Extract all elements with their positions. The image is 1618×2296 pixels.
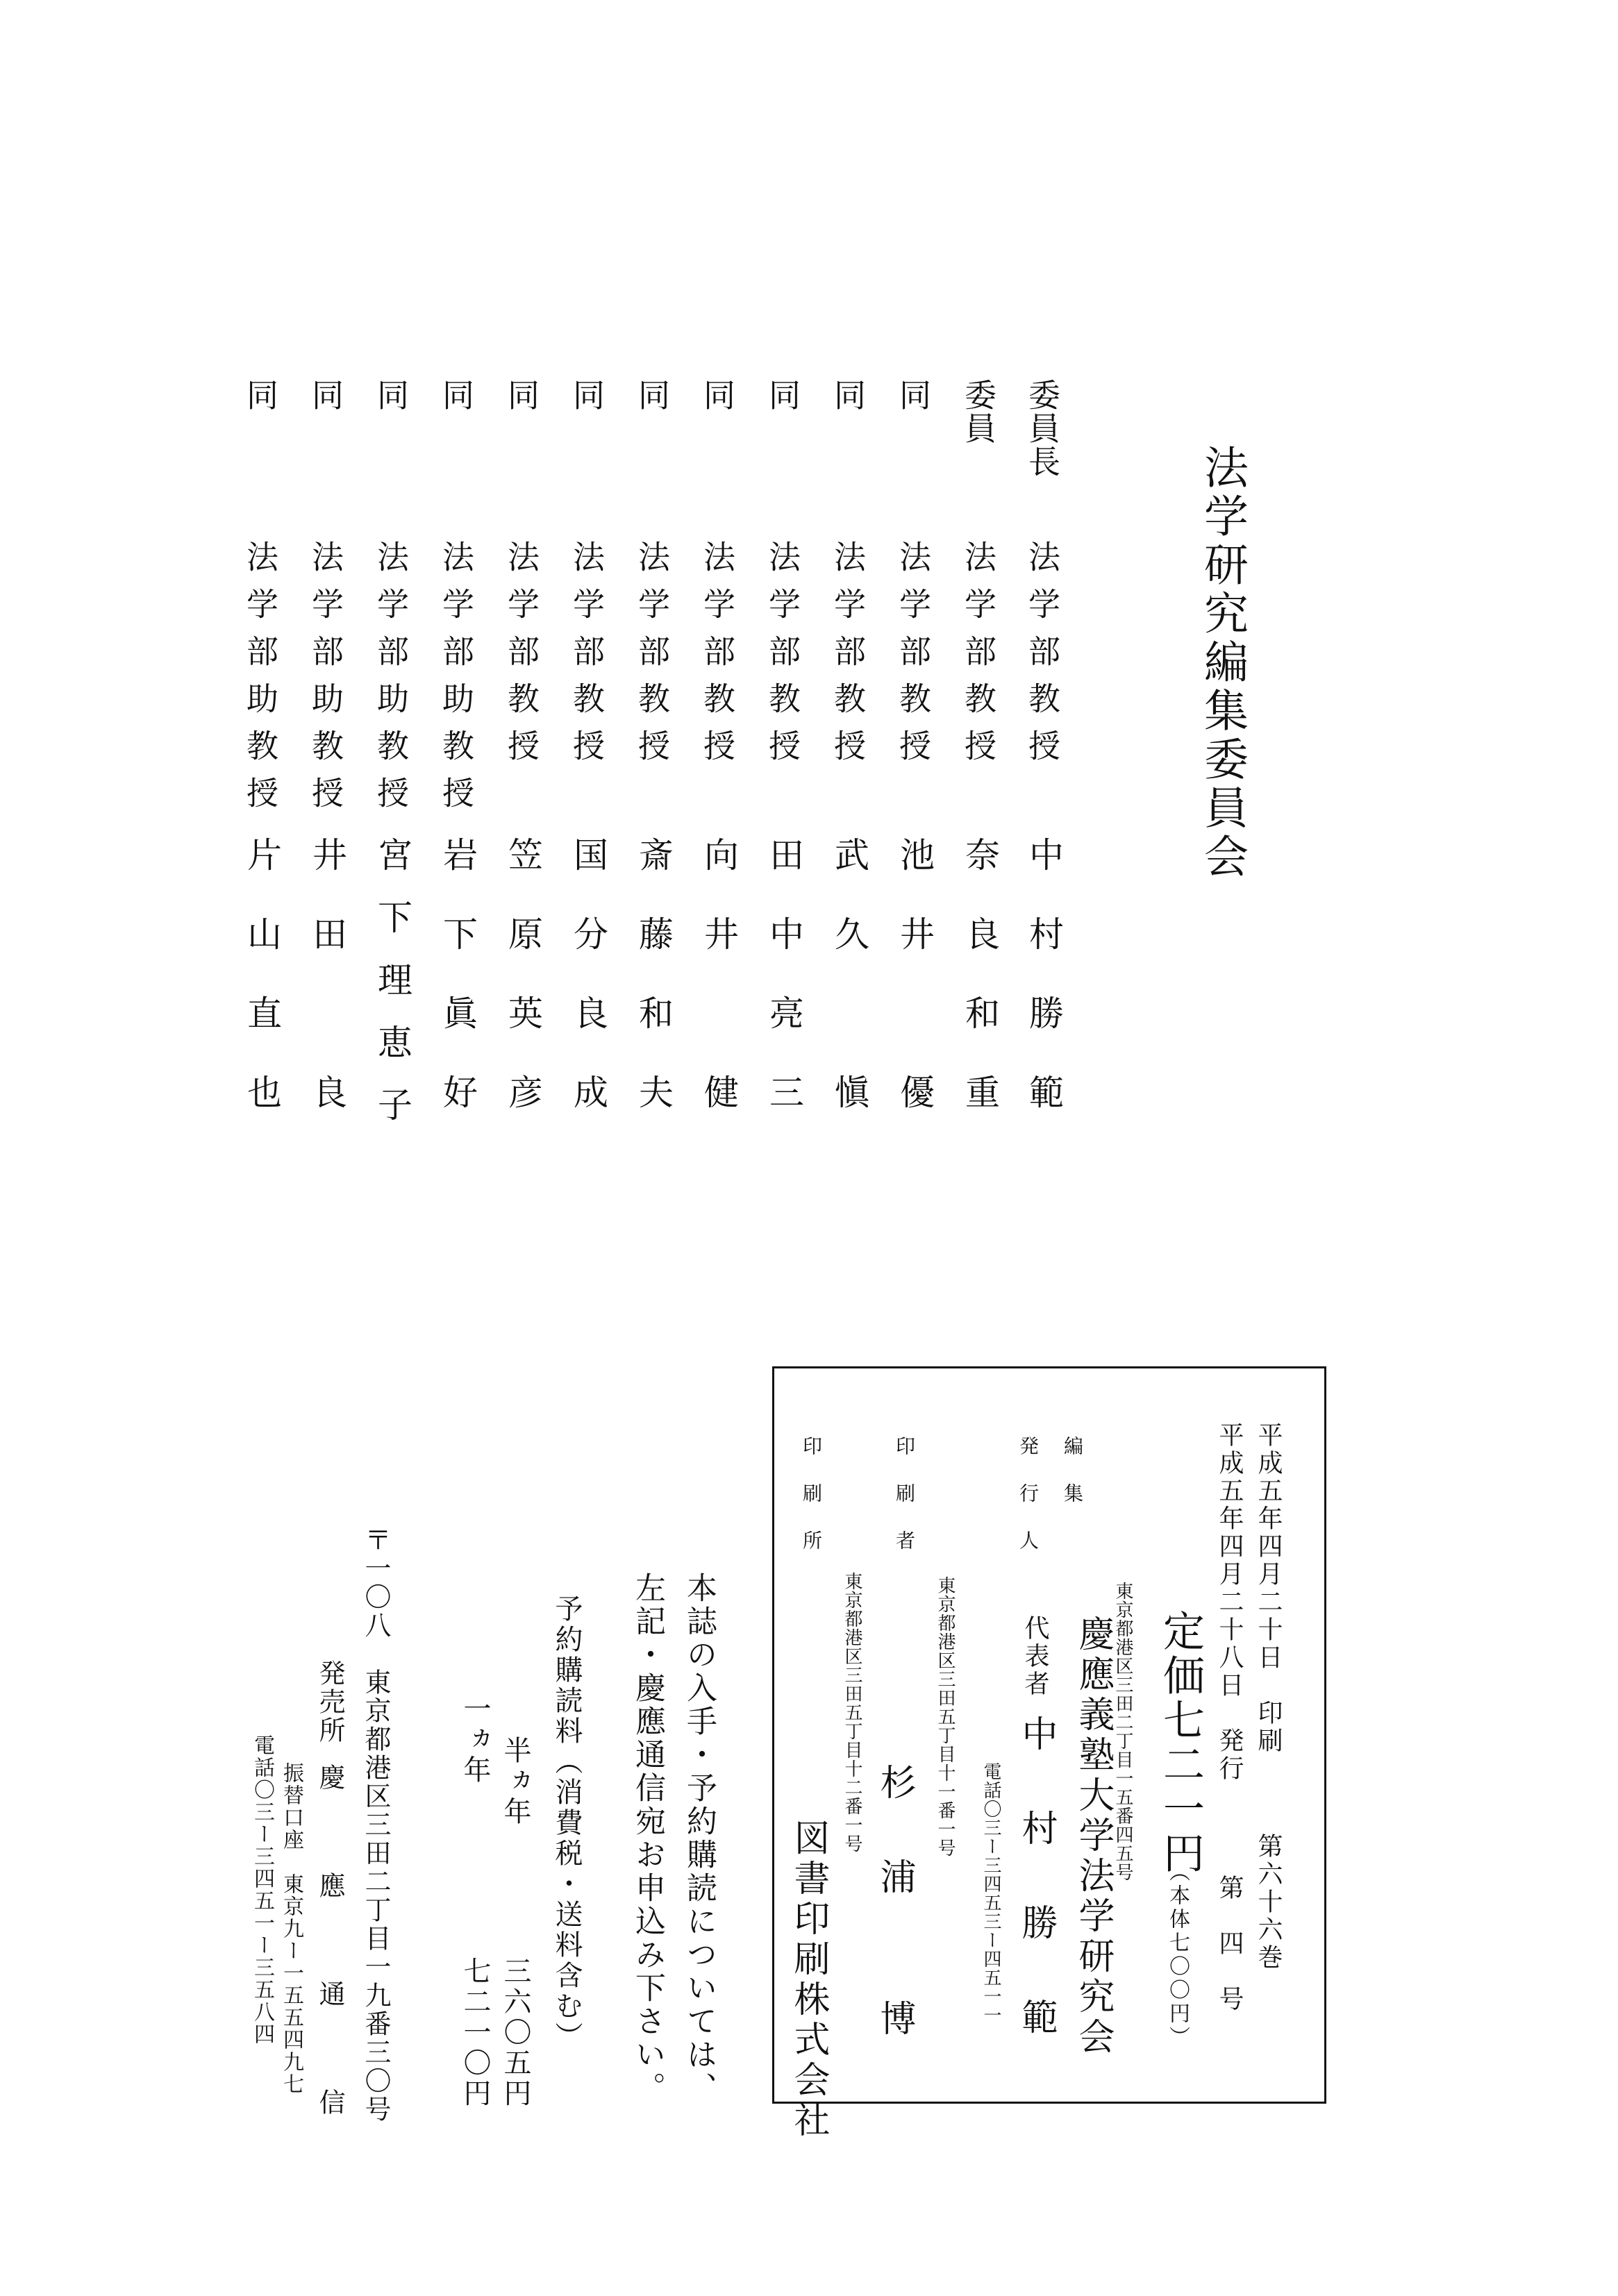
member-name: 田中亮三 — [764, 837, 804, 1153]
member-title: 法学部教授 — [568, 540, 606, 776]
member-name: 井田 良 — [307, 837, 347, 1153]
editor-label: 編集 — [1061, 1436, 1084, 1530]
member-role: 同 — [437, 378, 475, 412]
member-role: 委員長 — [1024, 378, 1061, 478]
member-role: 同 — [764, 378, 801, 412]
editor-phone: 電話〇三ー三四五三ー四五一一 — [981, 1762, 1001, 2025]
member-name: 国分良成 — [568, 837, 608, 1153]
member-title: 法学部助教授 — [372, 540, 410, 823]
volume-number: 第六十六巻 — [1254, 1833, 1283, 1972]
seller-phone: 電話〇三ー三四五一ー三五八四 — [250, 1734, 274, 2045]
member-name: 向井 健 — [699, 837, 739, 1153]
member-role: 同 — [307, 378, 344, 412]
year-label: 一ヵ年 — [459, 1694, 491, 1786]
editor-organization: 慶應義塾大学法学研究会 — [1072, 1615, 1114, 2058]
price: 定価七二一円 — [1156, 1609, 1205, 1876]
price-note: （本体七〇〇円） — [1165, 1861, 1190, 2050]
member-role: 同 — [372, 378, 410, 412]
member-title: 法学部助教授 — [307, 540, 344, 823]
issue-number: 第 四 号 — [1215, 1875, 1244, 2013]
member-name: 笠原英彦 — [503, 837, 543, 1153]
member-role: 同 — [633, 378, 671, 412]
transfer-account: 振替口座 東京九ー一五五四九七 — [279, 1762, 303, 2095]
issue-date: 平成五年四月二十八日 発行 — [1215, 1422, 1244, 1783]
subscription-fee-label: 予約購読料（消費税・送料含む） — [551, 1594, 583, 2052]
member-title: 法学部教授 — [764, 540, 801, 776]
member-title: 法学部教授 — [699, 540, 736, 776]
subscription-line-1: 本誌の入手・予約購読については、 — [681, 1572, 717, 2105]
half-year-label: 半ヵ年 — [499, 1736, 531, 1827]
seller-name: 慶 應 通 信 — [315, 1763, 345, 2143]
half-year-price: 三六〇五円 — [499, 1956, 531, 2109]
member-title: 法学部教授 — [894, 540, 932, 776]
member-title: 法学部助教授 — [242, 540, 279, 823]
member-role: 同 — [699, 378, 736, 412]
print-shop-address: 東京都港区三田五丁目十二番一号 — [842, 1572, 862, 1853]
member-role: 同 — [503, 378, 540, 412]
representative-label: 代表者 — [1021, 1615, 1049, 1698]
member-role: 同 — [829, 378, 867, 412]
printer-name: 杉 浦 博 — [874, 1763, 915, 2047]
member-name: 池井 優 — [894, 837, 935, 1153]
member-name: 片山直也 — [242, 837, 282, 1153]
committee-title: 法学研究編集委員会 — [1196, 444, 1248, 882]
editor-address: 東京都港区三田二丁目一五番四五号 — [1112, 1582, 1133, 1882]
publisher-label: 発行人 — [1017, 1436, 1040, 1577]
printer-label: 印刷者 — [893, 1436, 916, 1577]
member-title: 法学部教授 — [829, 540, 867, 776]
member-title: 法学部教授 — [503, 540, 540, 776]
member-role: 同 — [894, 378, 932, 412]
member-name: 斎藤和夫 — [633, 837, 674, 1153]
year-price: 七二一〇円 — [459, 1956, 491, 2109]
member-name: 岩下眞好 — [437, 837, 478, 1153]
member-title: 法学部教授 — [1024, 540, 1061, 776]
postal-address: 〒一〇八 東京都港区三田二丁目一九番三〇号 — [360, 1526, 391, 2124]
print-date: 平成五年四月二十日 印刷 — [1254, 1422, 1283, 1755]
print-shop-name: 図書印刷株式会社 — [787, 1819, 829, 2141]
member-name: 奈良和重 — [960, 837, 1000, 1153]
member-name: 宮下理恵子 — [372, 837, 412, 1149]
seller-label: 発売所 — [315, 1659, 345, 1745]
member-name: 武久 愼 — [829, 837, 869, 1153]
subscription-line-2: 左記・慶應通信宛お申込み下さい。 — [630, 1572, 665, 2105]
member-role: 同 — [242, 378, 279, 412]
member-name: 中村勝範 — [1024, 837, 1064, 1153]
printer-address: 東京都港区三田五丁目十一番一号 — [935, 1576, 956, 1857]
representative-name: 中 村 勝 範 — [1015, 1715, 1057, 2045]
member-title: 法学部助教授 — [437, 540, 475, 823]
member-title: 法学部教授 — [960, 540, 997, 776]
member-title: 法学部教授 — [633, 540, 671, 776]
member-role: 同 — [568, 378, 606, 412]
print-shop-label: 印刷所 — [800, 1436, 823, 1577]
member-role: 委員 — [960, 378, 997, 445]
